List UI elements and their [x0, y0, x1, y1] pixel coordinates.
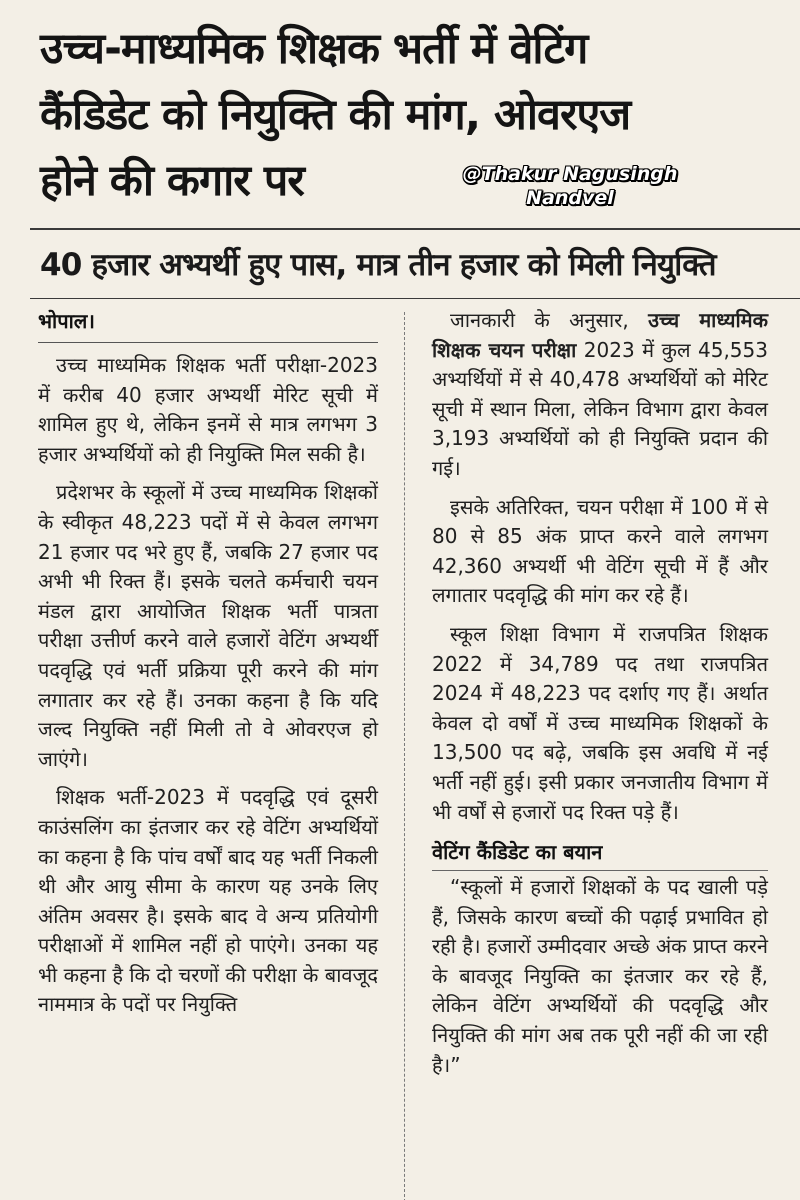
left-column: [38, 306, 378, 1029]
right-paragraph-1-prefix: जानकारी के अनुसार,: [450, 308, 649, 332]
watermark: [420, 162, 720, 210]
headline-line-3: होने की कगार पर: [40, 156, 304, 206]
left-paragraph-1: उच्च माध्यमिक शिक्षक भर्ती परीक्षा-2023 में करीब 40 हजार अभ्यर्थी मेरिट सूची में शामिल हुए थे, लेकिन इनमें से मात्र लगभग 3 हजार अभ्यर्थियों को ही नियुक्ति मिल सकी है।: [38, 353, 378, 466]
column-divider: [404, 312, 405, 1200]
headline-rule: [30, 228, 800, 230]
right-paragraph-1-rest: 2023 में कुल 45,553 अभ्यर्थियों में से 40,478 अभ्यर्थियों को मेरिट सूची में स्थान मिला, लेकिन विभाग द्वारा केवल 3,193 अभ्यर्थियों को ही नियुक्ति प्रदान की गई।: [432, 337, 768, 480]
watermark-line-2: Nandvel: [526, 187, 614, 209]
headline-line-1: उच्च-माध्यमिक शिक्षक भर्ती में वेटिंग: [40, 24, 588, 74]
right-paragraph-3: स्कूल शिक्षा विभाग में राजपत्रित शिक्षक 2022 में 34,789 पद तथा राजपत्रित 2024 में 48,223 पद दर्शाए गए हैं। अर्थात केवल दो वर्षों में उच्च माध्यमिक शिक्षकों के 13,500 पद बढ़े, जबकि इस अवधि में नई भर्ती नहीं हुई। इसी प्रकार जनजातीय विभाग में भी वर्षों से हजारों पद रिक्त पड़े हैं।: [432, 621, 768, 824]
right-column: [432, 306, 768, 1089]
right-paragraph-1-bold: उच्च माध्यमिक शिक्षक चयन परीक्षा: [432, 308, 768, 362]
dateline: भोपाल।: [38, 306, 378, 343]
crosshead: वेटिंग कैंडिडेट का बयान: [432, 837, 768, 871]
headline-line-2: कैंडिडेट को नियुक्ति की मांग, ओवरएज: [40, 90, 631, 140]
subheadline-rule: [30, 298, 800, 299]
watermark-line-1: @Thakur Nagusingh: [462, 163, 678, 185]
left-paragraph-2: प्रदेशभर के स्कूलों में उच्च माध्यमिक शिक्षकों के स्वीकृत 48,223 पदों में से केवल लगभग 21 हजार पद भरे हुए हैं, जबकि 27 हजार पद अभी भी रिक्त हैं। इसके चलते कर्मचारी चयन मंडल द्वारा आयोजित शिक्षक भर्ती पात्रता परीक्षा उत्तीर्ण करने वाले हजारों वेटिंग अभ्यर्थी पदवृद्धि एवं भर्ती प्रक्रिया पूरी करने की मांग लगातार कर रहे हैं। उनका कहना है कि यदि जल्द नियुक्ति नहीं मिली तो वे ओवरएज हो जाएंगे।: [38, 480, 378, 771]
left-paragraph-3: शिक्षक भर्ती-2023 में पदवृद्धि एवं दूसरी काउंसलिंग का इंतजार कर रहे वेटिंग अभ्यर्थियों का कहना है कि पांच वर्षों बाद यह भर्ती निकली थी और आयु सीमा के कारण यह उनके लिए अंतिम अवसर है। इसके बाद वे अन्य प्रतियोगी परीक्षाओं में शामिल नहीं हो पाएंगे। उनका यह भी कहना है कि दो चरणों की परीक्षा के बावजूद नाममात्र के पदों पर नियुक्ति: [38, 785, 378, 1017]
right-paragraph-2: इसके अतिरिक्त, चयन परीक्षा में 100 में से 80 से 85 अंक प्राप्त करने वाले लगभग 42,360 अभ्यर्थी भी वेटिंग सूची में हैं और लगातार पदवृद्धि की मांग कर रहे हैं।: [432, 494, 768, 608]
right-paragraph-1: [432, 306, 768, 484]
quote-paragraph: “स्कूलों में हजारों शिक्षकों के पद खाली पड़े हैं, जिसके कारण बच्चों की पढ़ाई प्रभावित हो रही है। हजारों उम्मीदवार अच्छे अंक प्राप्त करने के बावजूद नियुक्ति का इंतजार कर रहे हैं, लेकिन वेटिंग अभ्यर्थियों की पदवृद्धि और नियुक्ति की मांग अब तक पूरी नहीं की जा रही है।”: [432, 875, 768, 1077]
subheadline: 40 हजार अभ्यर्थी हुए पास, मात्र तीन हजार को मिली नियुक्ति: [40, 247, 716, 283]
